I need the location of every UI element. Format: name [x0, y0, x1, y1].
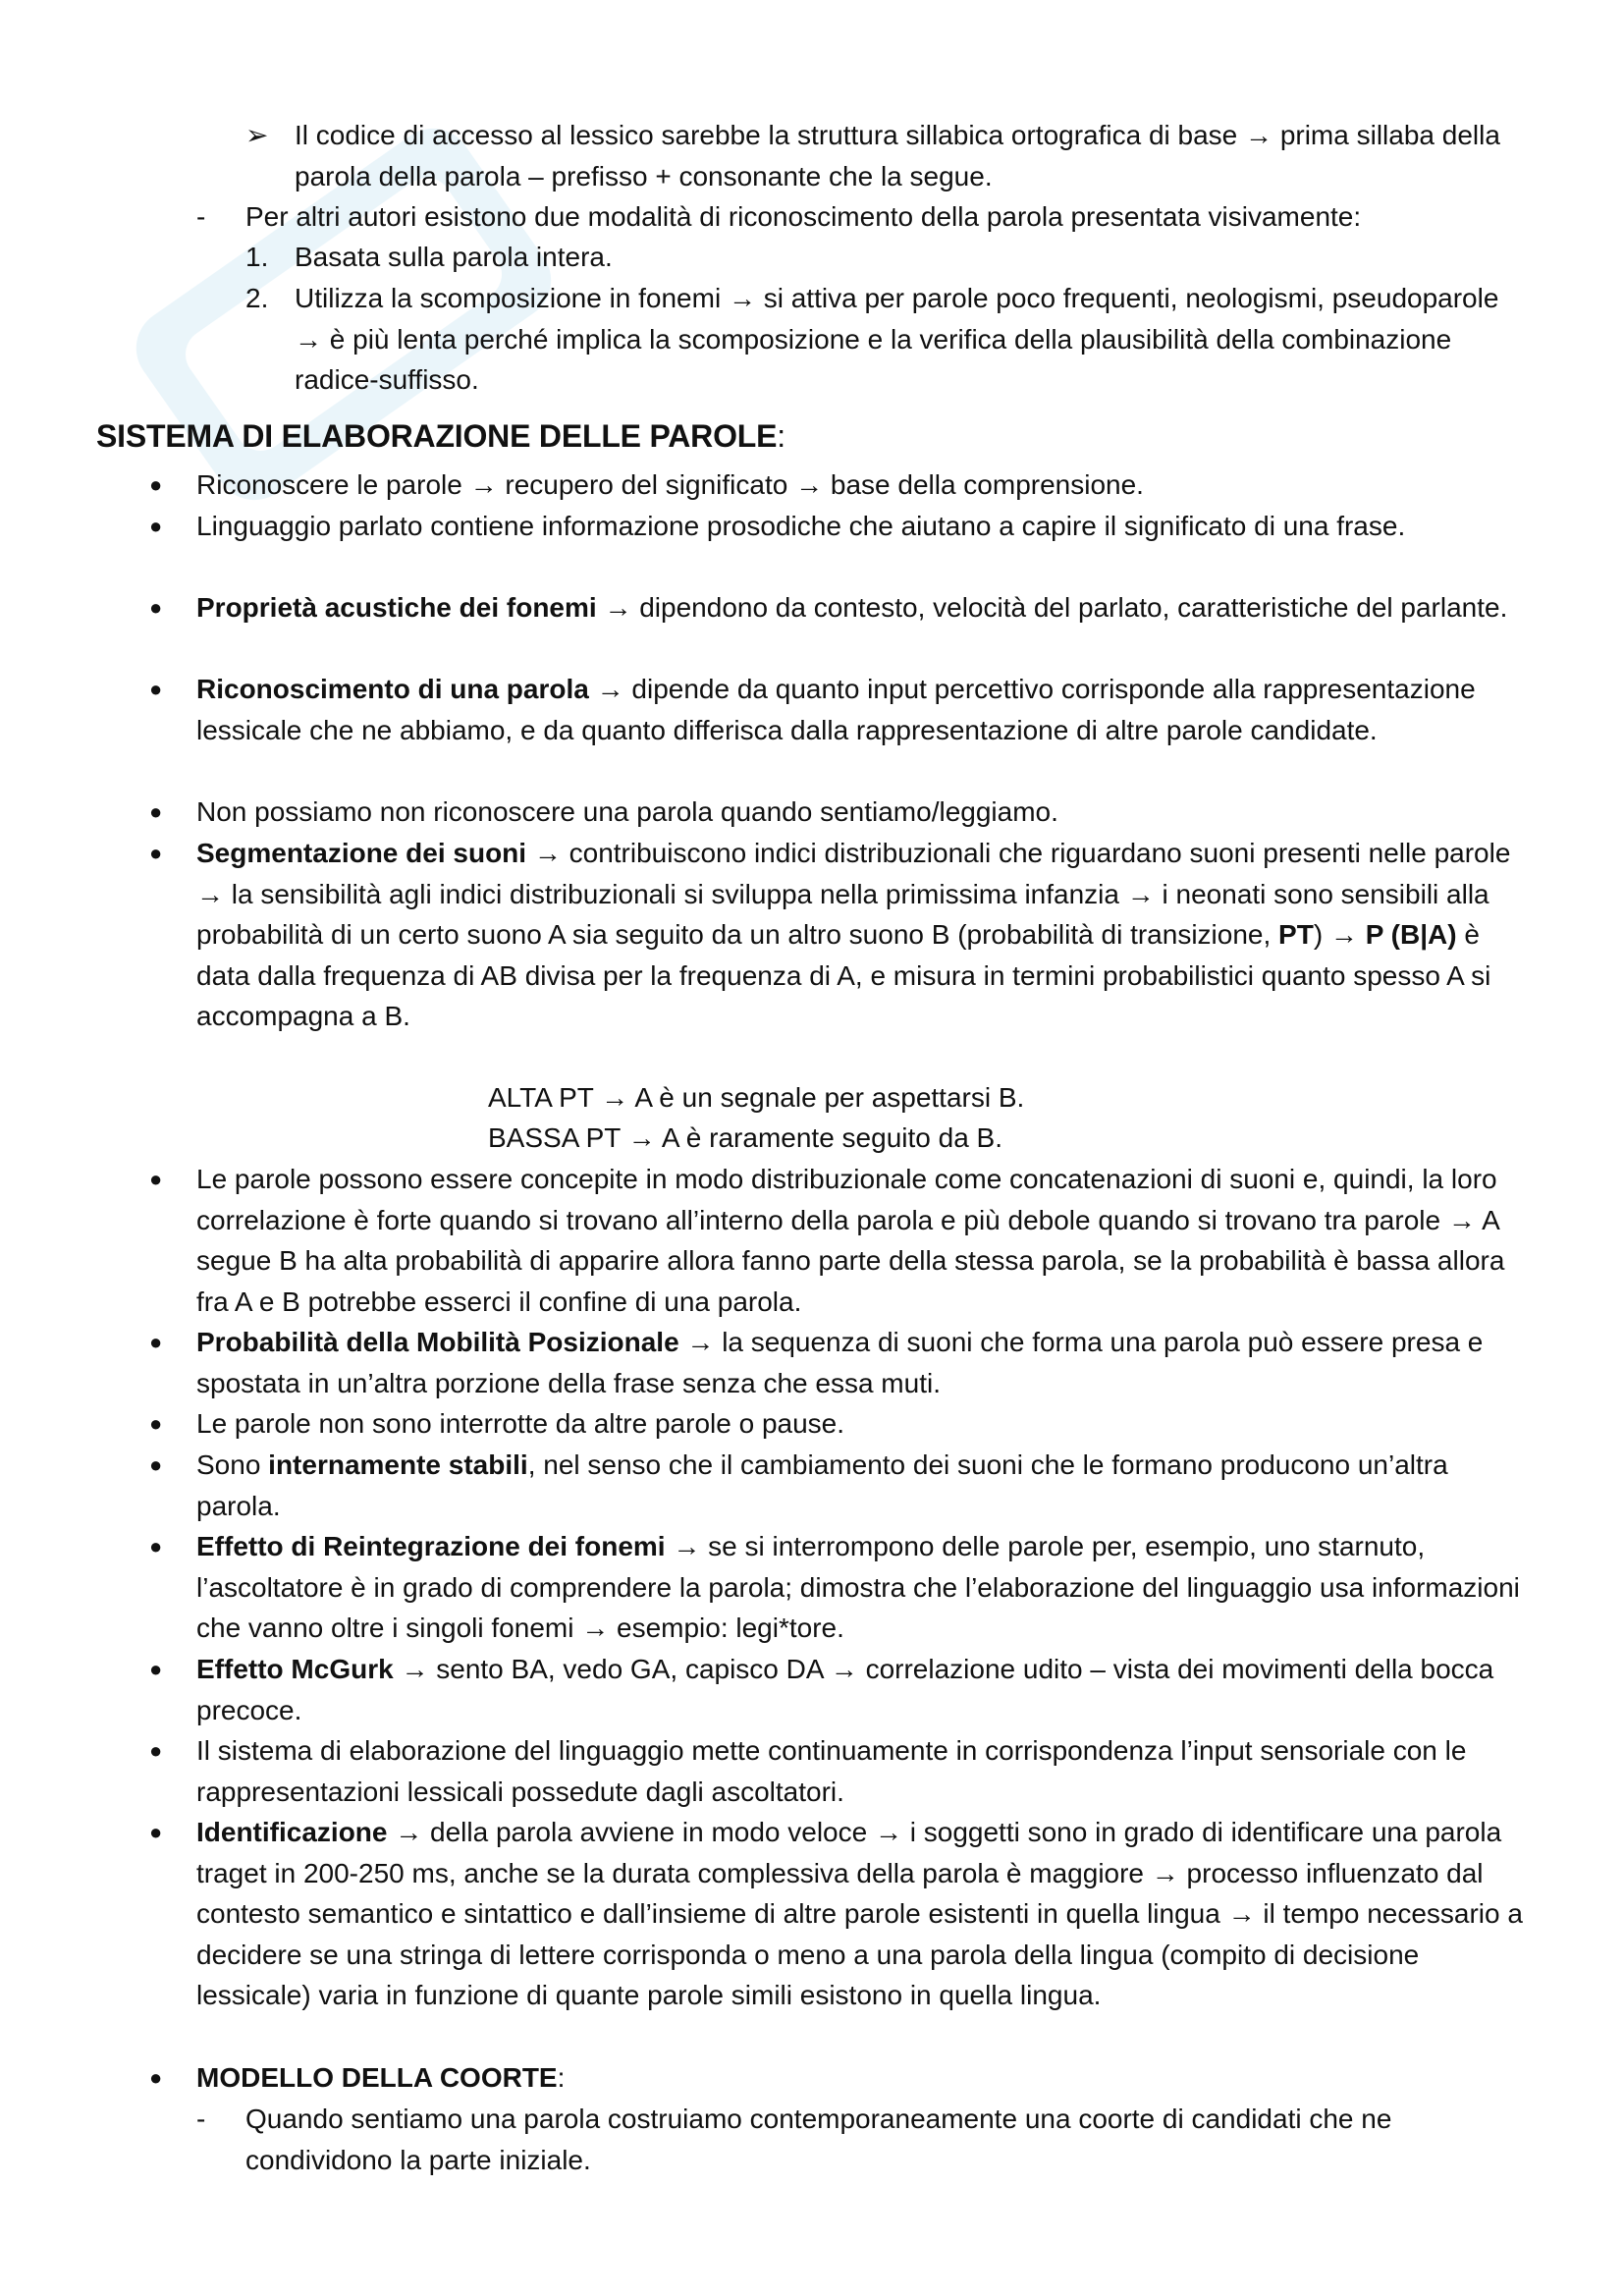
section-title: SISTEMA DI ELABORAZIONE DELLE PAROLE — [96, 418, 778, 454]
section-colon: : — [777, 418, 785, 454]
pba-term: P (B|A) — [1365, 919, 1457, 950]
numbered-item-text: Utilizza la scomposizione in fonemi → si attiva per parole poco frequenti, neologismi, pseudoparole → è più lenta perché implica la scomposizione e la verifica della plausibilità della combinazione radice-suffisso. — [295, 283, 1499, 395]
bullet-text: Non possiamo non riconoscere una parola quando sentiamo/leggiamo. — [196, 796, 1058, 827]
bullet-text: → dipende da quanto input percettivo corrisponde alla rappresentazione lessicale che ne abbiamo, e da quanto differisca dalla rappresentazione di altre parole candidate. — [196, 674, 1476, 745]
numbered-item-1 — [245, 237, 1532, 278]
pt-line-high — [488, 1077, 1175, 1119]
bullet-icon: ● — [149, 1534, 163, 1558]
numbered-item-text: Basata sulla parola intera. — [295, 242, 613, 272]
bullet-bold-term: internamente stabili — [268, 1449, 528, 1480]
bullet-text: ) → — [1313, 919, 1366, 950]
bullet-item — [149, 1445, 1532, 1526]
bullet-icon: ● — [149, 1738, 163, 1763]
number-marker: 1. — [245, 242, 269, 272]
bullet-text: Le parole non sono interrotte da altre parole o pause. — [196, 1408, 845, 1439]
bullet-text: → dipendono da contesto, velocità del parlato, caratteristiche del parlante. — [596, 592, 1508, 623]
bullet-icon: ● — [149, 1820, 163, 1844]
bullet-icon: ● — [149, 1657, 163, 1681]
bullet-text: Le parole possono essere concepite in modo distribuzionale come concatenazioni di suoni e, quindi, la loro correlazione è forte quando si trovano all’interno della parola e più debole quando si trovano tra parole → A segue B ha alta probabilità di apparire allora fanno parte della stessa parola, se la probabilità è bassa allora fra A e B potrebbe esserci il confine di una parola. — [196, 1164, 1505, 1317]
bullet-icon: ● — [149, 1330, 163, 1354]
bullet-text: → della parola avviene in modo veloce → i soggetti sono in grado di identificare una parola traget in 200-250 ms, anche se la durata complessiva della parola è maggiore → processo influenzato dal contesto semantico e sintattico e dall’insieme di altre parole esistenti in quella lingua → il tempo necessario a decidere se una stringa di lettere corrisponda o meno a una parola della lingua (compito di decisione lessicale) varia in funzione di quante parole simili esistono in quella lingua. — [196, 1817, 1523, 2010]
arrow-marker-icon: ➢ — [245, 120, 269, 150]
bullet-icon: ● — [149, 677, 163, 701]
bullet-item — [149, 1159, 1532, 1322]
bullet-item — [149, 1730, 1532, 1812]
bullet-text: : — [557, 2062, 566, 2093]
bullet-item — [149, 1812, 1532, 2016]
bullet-bold-term: Effetto di Reintegrazione dei fonemi — [196, 1531, 666, 1561]
bullet-icon: ● — [149, 1411, 163, 1436]
bullet-item — [149, 1649, 1532, 1730]
bullet-bold-term: Probabilità della Mobilità Posizionale — [196, 1327, 679, 1357]
bullet-text: Il sistema di elaborazione del linguaggio mette continuamente in corrispondenza l’input sensoriale con le rappresentazioni lessicali possedute dagli ascoltatori. — [196, 1735, 1467, 1807]
bullet-item-segmentazione — [149, 833, 1532, 1037]
bullet-text: → contribuiscono indici distribuzionali che riguardano suoni presenti nelle parole → la sensibilità agli indici distribuzionali si sviluppa nella primissima infanzia → i neonati sono sensibili alla probabilità di un certo suono A sia seguito da un altro suono B (probabilità di transizione, — [196, 838, 1511, 950]
bullet-item — [149, 587, 1532, 629]
number-marker: 2. — [245, 283, 269, 313]
dash-item-text: Quando sentiamo una parola costruiamo contemporaneamente una coorte di candidati che ne condividono la parte iniziale. — [245, 2104, 1392, 2175]
bullet-item — [149, 792, 1532, 833]
pt-line-low — [488, 1118, 1175, 1159]
dash-list-item — [196, 196, 1522, 238]
bullet-item — [149, 1526, 1532, 1649]
bullet-text: → sento BA, vedo GA, capisco DA → correlazione udito – vista dei movimenti della bocca precoce. — [196, 1654, 1494, 1725]
bullet-item — [149, 1322, 1532, 1403]
section-heading — [96, 416, 785, 458]
bullet-icon: ● — [149, 799, 163, 824]
dash-marker: - — [196, 201, 206, 232]
pt-line-text: ALTA PT → A è un segnale per aspettarsi B. — [488, 1082, 1025, 1113]
bullet-text: Sono — [196, 1449, 269, 1480]
bullet-icon: ● — [149, 514, 163, 538]
dash-item-text: Per altri autori esistono due modalità di riconoscimento della parola presentata visivamente: — [245, 201, 1362, 232]
bullet-item — [149, 465, 1532, 506]
bullet-icon: ● — [149, 472, 163, 497]
numbered-item-2 — [245, 278, 1532, 401]
dash-marker: - — [196, 2104, 206, 2134]
bullet-icon: ● — [149, 2065, 163, 2090]
bullet-text: Riconoscere le parole → recupero del significato → base della comprensione. — [196, 469, 1144, 500]
bullet-icon: ● — [149, 1167, 163, 1191]
bullet-text: → la sequenza di suoni che forma una parola può essere presa e spostata in un’altra porzione della frase senza che essa muti. — [196, 1327, 1484, 1398]
bullet-bold-term: Effetto McGurk — [196, 1654, 394, 1684]
bullet-bold-term: Proprietà acustiche dei fonemi — [196, 592, 597, 623]
bullet-item — [149, 506, 1532, 547]
arrow-list-item — [245, 115, 1532, 196]
bullet-text: Linguaggio parlato contiene informazione prosodiche che aiutano a capire il significato di una frase. — [196, 511, 1406, 541]
bullet-item — [149, 1403, 1532, 1445]
bullet-bold-term: Segmentazione dei suoni — [196, 838, 527, 868]
arrow-item-text: Il codice di accesso al lessico sarebbe la struttura sillabica ortografica di base → prima sillaba della parola della parola – prefisso + consonante che la segue. — [295, 120, 1500, 191]
bullet-text: → se si interrompono delle parole per, esempio, uno starnuto, l’ascoltatore è in grado di comprendere la parola; dimostra che l’elaborazione del linguaggio usa informazioni che vanno oltre i singoli fonemi → esempio: legi*tore. — [196, 1531, 1520, 1643]
bullet-item-coorte — [149, 2057, 1532, 2099]
bullet-bold-term: Identificazione — [196, 1817, 388, 1847]
bullet-icon: ● — [149, 595, 163, 620]
bullet-bold-term: MODELLO DELLA COORTE — [196, 2062, 558, 2093]
pt-line-text: BASSA PT → A è raramente seguito da B. — [488, 1122, 1003, 1153]
bullet-icon: ● — [149, 1452, 163, 1477]
pt-term: PT — [1278, 919, 1314, 950]
bullet-item — [149, 669, 1532, 750]
dash-list-item — [196, 2099, 1522, 2180]
bullet-bold-term: Riconoscimento di una parola — [196, 674, 589, 704]
bullet-text: è data dalla frequenza di AB divisa per la frequenza di A, e misura in termini probabilistici quanto spesso A si accompagna a B. — [196, 919, 1491, 1031]
bullet-text: , nel senso che il cambiamento dei suoni che le formano producono un’altra parola. — [196, 1449, 1448, 1521]
bullet-icon: ● — [149, 841, 163, 865]
